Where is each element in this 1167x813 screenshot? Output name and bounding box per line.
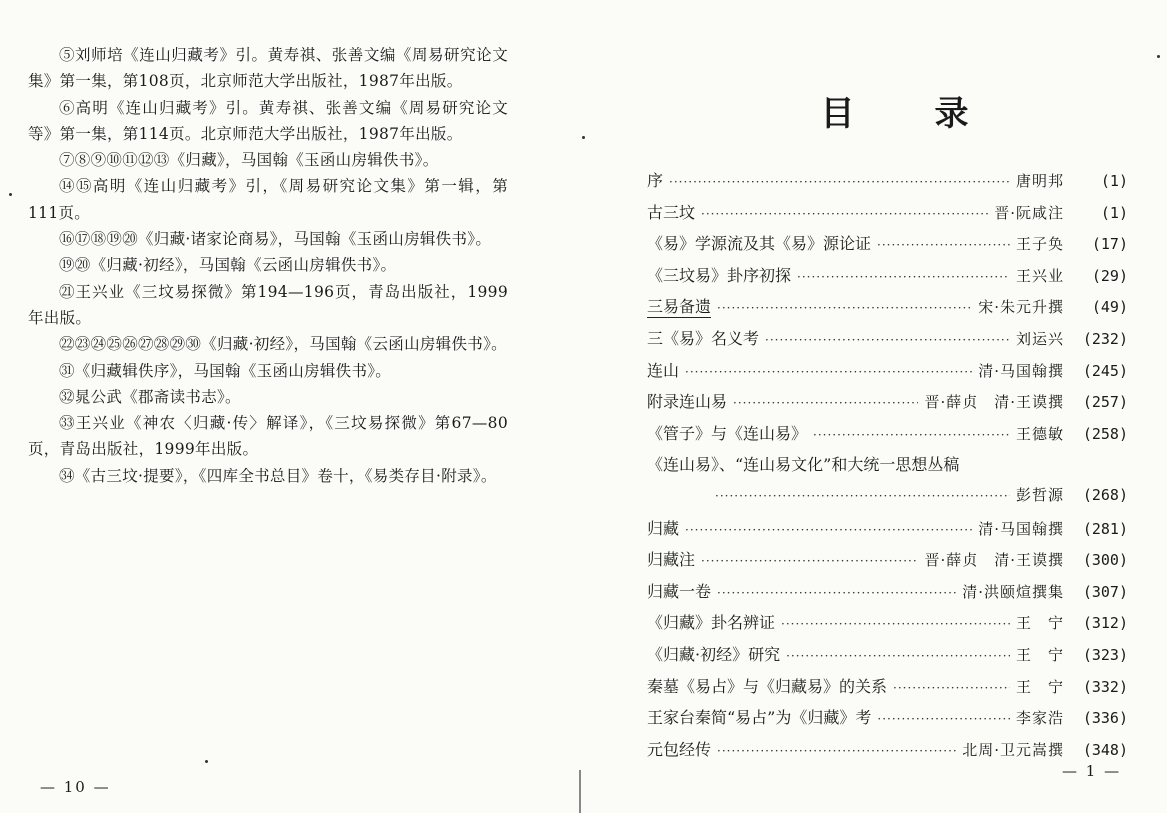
toc-entry: [647, 705, 1128, 737]
toc-entry-page: (17): [1091, 235, 1128, 254]
toc-entry-author: 王 宁: [1015, 645, 1064, 664]
toc-entry-title: 《易》学源流及其《易》源论证: [647, 234, 872, 254]
scan-speck: [1157, 55, 1160, 58]
toc-leader-dots: [701, 554, 918, 568]
toc-entry-page: (300): [1082, 551, 1128, 570]
toc-entry-author: 北周·卫元嵩撰: [962, 740, 1064, 759]
toc-entry-page: (312): [1082, 614, 1128, 633]
left-page: [0, 0, 580, 813]
toc-title: 目录: [820, 94, 1049, 134]
toc-entry-page: (232): [1082, 329, 1128, 348]
toc-entry: [647, 200, 1128, 232]
page-number: — 1 —: [1062, 762, 1122, 780]
footnote: ⑯⑰⑱⑲⑳《归藏·诸家论商易》，马国翰《玉函山房辑佚书》。: [59, 230, 492, 249]
toc-entry-page: (49): [1091, 298, 1128, 317]
toc-entry: [647, 168, 1128, 200]
toc-entry-title: 王家台秦简“易占”为《归藏》考: [647, 708, 872, 728]
toc-entry: [647, 579, 1128, 611]
footnote: ㉝王兴业《神农〈归藏·传〉解译》，《三坟易探微》第67—80页，青岛出版社，1999年出版。: [28, 414, 508, 459]
toc-entry-title: 附录连山易: [647, 392, 728, 412]
scan-speck: [9, 193, 12, 196]
toc-entry-author: 唐明邦: [1015, 172, 1064, 190]
toc-entry-page: (258): [1082, 424, 1128, 443]
toc-entry-title: 《归藏·初经》研究: [647, 644, 781, 664]
toc-entry: [647, 642, 1128, 674]
toc-leader-dots: [685, 365, 972, 379]
page-number: — 10 —: [40, 778, 111, 796]
footnote-list: [28, 42, 508, 489]
toc-entry-author: 晋·薛贞 清·王谟撰: [924, 551, 1064, 570]
toc-entry: [647, 389, 1128, 421]
toc-entry: [647, 484, 1128, 516]
toc-entry-author: 刘运兴: [1015, 329, 1064, 348]
toc-entry-author: 清·马国翰撰: [978, 519, 1064, 538]
toc-leader-dots: [813, 428, 1010, 442]
toc-entry-author: 王 宁: [1015, 614, 1064, 633]
toc-entry-title: 《管子》与《连山易》: [647, 423, 808, 443]
toc-entry-author: 王兴业: [1015, 266, 1064, 285]
toc-leader-dots: [893, 681, 1010, 695]
toc-leader-dots: [877, 238, 1010, 252]
toc-entry-title: 秦墓《易占》与《归藏易》的关系: [647, 676, 888, 696]
toc-entry-author: 宋·朱元升撰: [978, 298, 1064, 317]
toc-entry-page: (268): [1082, 485, 1128, 504]
toc-entry-author: 王子奂: [1015, 235, 1064, 254]
toc-leader-dots: [781, 617, 1010, 631]
footnote: ㉒㉓㉔㉕㉖㉗㉘㉙㉚《归藏·初经》，马国翰《云函山房辑佚书》。: [59, 335, 507, 354]
toc-entry-page: (281): [1082, 519, 1128, 538]
toc-entry-page: (1): [1100, 203, 1128, 222]
toc-entry-page: (257): [1082, 393, 1128, 412]
toc-entry: [647, 421, 1128, 453]
toc-entry-page: (1): [1100, 172, 1128, 190]
toc-leader-dots: [717, 586, 956, 600]
toc-entry-author: 王 宁: [1015, 677, 1064, 696]
toc-entry-page: (332): [1082, 677, 1128, 696]
footnote: ⑥高明《连山归藏考》引。黄寿祺、张善文编《周易研究论文等》第一集，第114页。北京师范大学出版社，1987年出版。: [28, 98, 508, 143]
toc-entry-title: 归藏: [647, 518, 680, 538]
toc-leader-dots: [717, 744, 956, 758]
toc-entry: [647, 263, 1128, 295]
toc-entry-page: (336): [1082, 709, 1128, 728]
footnote: ㉜晁公武《郡斋读书志》。: [59, 387, 241, 406]
table-of-contents: [647, 168, 1128, 768]
scan-speck: [205, 760, 208, 763]
toc-leader-dots: [717, 301, 972, 315]
toc-entry-page: (323): [1082, 645, 1128, 664]
footnote: ㉑王兴业《三坟易探微》第194—196页，青岛出版社，1999年出版。: [28, 282, 508, 327]
toc-entry: [647, 452, 1128, 484]
toc-entry: [647, 358, 1128, 390]
toc-entry-page: (307): [1082, 582, 1128, 601]
toc-entry: [647, 674, 1128, 706]
toc-leader-dots: [669, 175, 1010, 189]
toc-entry: [647, 294, 1128, 326]
footnote: ⑲⑳《归藏·初经》，马国翰《云函山房辑佚书》。: [59, 256, 397, 275]
toc-entry: [647, 231, 1128, 263]
toc-leader-dots: [685, 523, 972, 537]
toc-entry-author: 清·马国翰撰: [978, 361, 1064, 380]
toc-entry: [647, 610, 1128, 642]
toc-leader-dots: [786, 649, 1010, 663]
footnote: ⑭⑮高明《连山归藏考》引，《周易研究论文集》第一辑，第111页。: [28, 177, 508, 222]
toc-entry: [647, 326, 1128, 358]
toc-entry-author: 彭哲源: [1015, 485, 1064, 504]
page-gutter: [579, 770, 581, 813]
toc-entry-title: 《三坟易》卦序初探: [647, 265, 792, 285]
toc-entry-author: 清·洪颐煊撰集: [962, 582, 1064, 601]
toc-entry: [647, 737, 1128, 769]
toc-entry-title: 古三坟: [647, 202, 696, 222]
scan-speck: [582, 136, 585, 139]
toc-entry-title: 三《易》名义考: [647, 328, 760, 348]
footnote: ⑦⑧⑨⑩⑪⑫⑬《归藏》，马国翰《玉函山房辑佚书》。: [59, 151, 439, 170]
toc-entry-author: 晋·阮咸注: [994, 203, 1064, 222]
footnote: ㉛《归藏辑佚序》，马国翰《玉函山房辑佚书》。: [59, 361, 392, 380]
toc-entry-title: 《连山易》、“连山易文化”和大统一思想丛稿: [647, 455, 960, 475]
toc-leader-dots: [877, 712, 1010, 726]
toc-entry-title: 序: [647, 171, 664, 190]
toc-entry-author: 晋·薛贞 清·王谟撰: [924, 393, 1064, 412]
toc-entry: [647, 516, 1128, 548]
toc-entry-title: 连山: [647, 360, 680, 380]
toc-leader-dots: [797, 270, 1010, 284]
toc-leader-dots: [765, 333, 1010, 347]
toc-leader-dots: [715, 489, 1010, 503]
toc-entry-title: 归藏注: [647, 550, 696, 570]
toc-leader-dots: [733, 396, 918, 410]
footnote: ㉞《古三坟·提要》，《四库全书总目》卷十，《易类存目·附录》。: [59, 466, 497, 485]
toc-entry-title: 三易备遗: [647, 294, 711, 318]
toc-leader-dots: [701, 207, 988, 221]
toc-entry-title: 元包经传: [647, 739, 712, 759]
right-page: [582, 0, 1167, 813]
toc-entry-title: 《归藏》卦名辨证: [647, 613, 776, 633]
toc-entry-title: 归藏一卷: [647, 581, 712, 601]
toc-entry: [647, 547, 1128, 579]
toc-entry-author: 王德敏: [1015, 424, 1064, 443]
toc-entry-page: (29): [1091, 266, 1128, 285]
toc-entry-page: (348): [1082, 740, 1128, 759]
toc-entry-author: 李家浩: [1015, 709, 1064, 728]
footnote: ⑤刘师培《连山归藏考》引。黄寿祺、张善文编《周易研究论文集》第一集，第108页，北京师范大学出版社，1987年出版。: [28, 46, 508, 91]
toc-entry-page: (245): [1082, 361, 1128, 380]
